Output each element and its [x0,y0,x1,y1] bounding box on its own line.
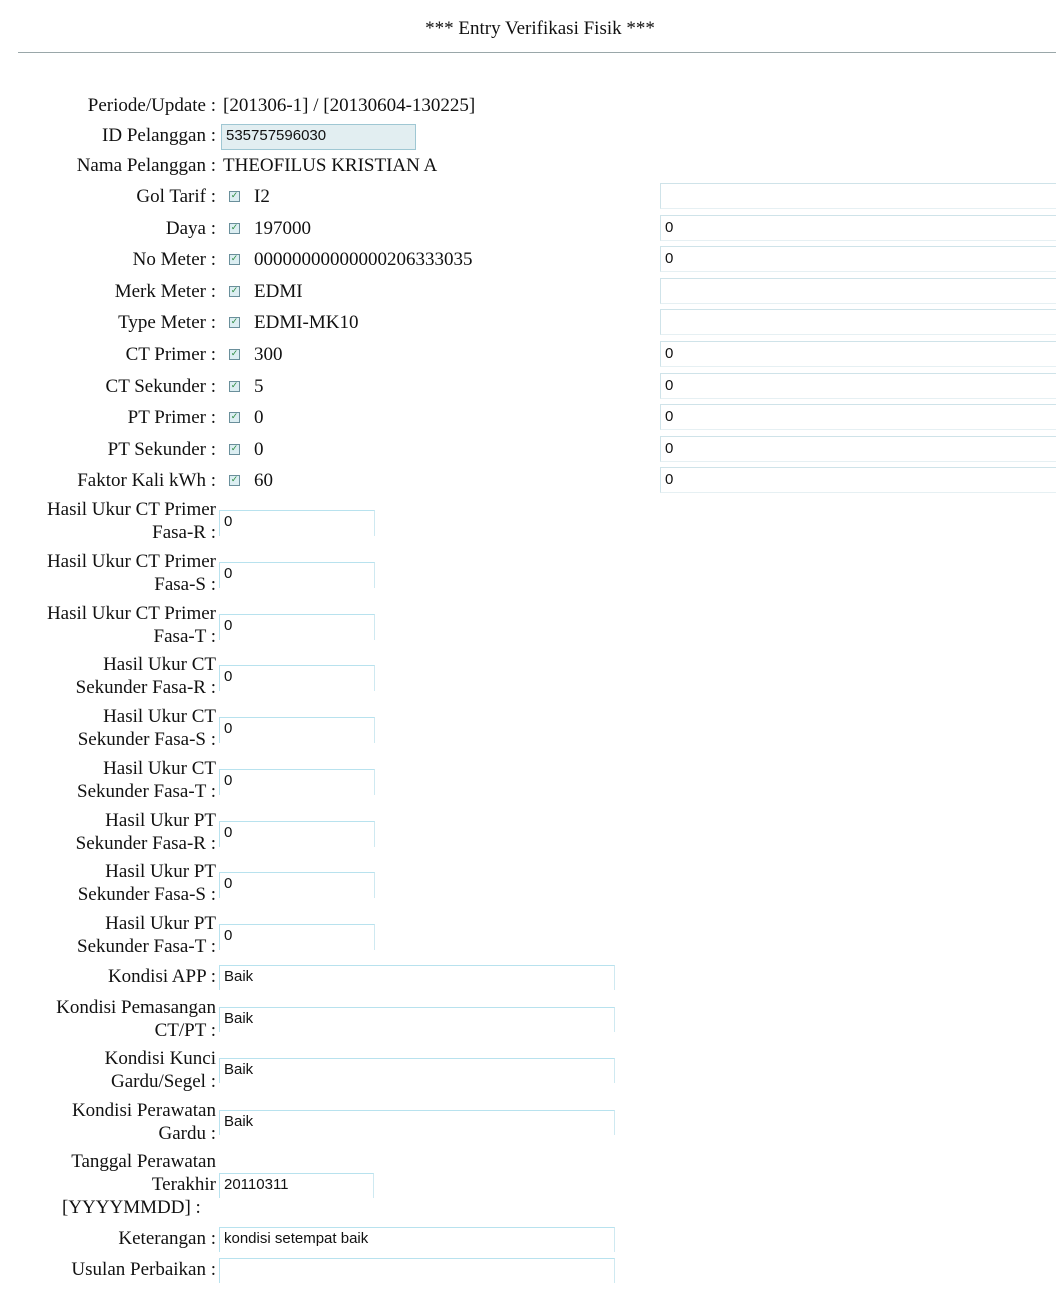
checkbox[interactable]: ✓ [230,444,239,454]
measure-label-line1: Hasil Ukur CT [103,654,216,675]
keterangan-label: Keterangan : [118,1228,216,1249]
measure-label-line1: Hasil Ukur PT [105,913,216,934]
kondisi-kunci-label-2: Gardu/Segel : [110,1071,216,1092]
checked-row-value: 197000 [254,218,311,239]
checked-row-value: 60 [254,470,273,491]
checked-row-label: Faktor Kali kWh : [77,470,216,491]
checked-row-value: EDMI-MK10 [254,312,359,333]
checked-row-label: PT Sekunder : [107,439,216,460]
measure-label-line1: Hasil Ukur CT [103,758,216,779]
measure-label-line2: Sekunder Fasa-S : [77,729,216,750]
id-pelanggan-label: ID Pelanggan : [102,125,216,146]
measure-field[interactable]: 0 [219,872,375,898]
checked-row-value: I2 [254,186,270,207]
checked-row-label: PT Primer : [127,407,216,428]
measure-label-line2: Sekunder Fasa-T : [77,936,216,957]
checkbox[interactable]: ✓ [230,412,239,422]
periode-label: Periode/Update : [87,95,216,116]
right-value-field[interactable]: 0 [660,404,1056,430]
checked-row-value: 0 [254,439,264,460]
measure-label-line2: Fasa-R : [152,522,216,543]
checked-row-label: Gol Tarif : [136,186,216,207]
measure-label-line1: Hasil Ukur CT Primer [46,551,216,572]
measure-label-line2: Sekunder Fasa-R : [75,677,216,698]
id-pelanggan-field[interactable]: 535757596030 [221,124,416,150]
right-value-field[interactable]: 0 [660,215,1056,241]
checkbox[interactable]: ✓ [230,286,239,296]
kondisi-pemasangan-label-2: CT/PT : [154,1020,216,1041]
measure-field[interactable]: 0 [219,562,375,588]
measure-label-line1: Hasil Ukur CT Primer [46,603,216,624]
usulan-perbaikan-field[interactable] [219,1258,615,1283]
measure-field[interactable]: 0 [219,924,375,950]
checked-row-label: CT Primer : [125,344,216,365]
checkbox[interactable]: ✓ [230,381,239,391]
measure-label-line1: Hasil Ukur CT [103,706,216,727]
measure-label-line1: Hasil Ukur CT Primer [46,499,216,520]
checkbox[interactable]: ✓ [230,475,239,485]
checked-row-value: 00000000000000206333035 [254,249,473,270]
measure-field[interactable]: 0 [219,614,375,640]
checked-row-value: EDMI [254,281,303,302]
periode-value: [201306-1] / [20130604-130225] [223,95,476,116]
right-value-field[interactable]: 0 [660,246,1056,272]
nama-pelanggan-label: Nama Pelanggan : [76,155,216,176]
checked-row-label: Type Meter : [118,312,216,333]
checkbox[interactable]: ✓ [230,223,239,233]
kondisi-app-label: Kondisi APP : [107,966,216,987]
checked-row-label: Daya : [165,218,216,239]
tanggal-perawatan-field[interactable]: 20110311 [219,1173,374,1198]
measure-label-line2: Sekunder Fasa-T : [77,781,216,802]
kondisi-perawatan-label-2: Gardu : [158,1123,216,1144]
nama-pelanggan-value: THEOFILUS KRISTIAN A [223,155,438,176]
kondisi-pemasangan-field[interactable]: Baik [219,1007,615,1032]
tanggal-perawatan-label-2: Terakhir [151,1174,216,1195]
measure-label-line1: Hasil Ukur PT [105,810,216,831]
kondisi-kunci-field[interactable]: Baik [219,1058,615,1083]
right-value-field[interactable] [660,309,1056,335]
tanggal-perawatan-label-3: [YYYYMMDD] : [62,1197,201,1218]
measure-label-line1: Hasil Ukur PT [105,861,216,882]
kondisi-pemasangan-label-1: Kondisi Pemasangan [56,997,216,1018]
right-value-field[interactable]: 0 [660,373,1056,399]
checkbox[interactable]: ✓ [230,254,239,264]
checked-row-value: 5 [254,376,264,397]
kondisi-kunci-label-1: Kondisi Kunci [104,1048,216,1069]
title-divider [18,52,1056,53]
checked-row-label: Merk Meter : [114,281,216,302]
kondisi-perawatan-field[interactable]: Baik [219,1110,615,1135]
measure-label-line2: Fasa-T : [153,626,216,647]
checkbox[interactable]: ✓ [230,317,239,327]
page-title: *** Entry Verifikasi Fisik *** [425,18,655,39]
checked-row-value: 300 [254,344,283,365]
measure-label-line2: Fasa-S : [154,574,216,595]
usulan-perbaikan-label: Usulan Perbaikan : [71,1259,216,1280]
measure-field[interactable]: 0 [219,510,375,536]
right-value-field[interactable]: 0 [660,436,1056,462]
tanggal-perawatan-label-1: Tanggal Perawatan [71,1151,216,1172]
measure-label-line2: Sekunder Fasa-S : [77,884,216,905]
keterangan-field[interactable]: kondisi setempat baik [219,1227,615,1252]
checked-row-label: CT Sekunder : [105,376,216,397]
checkbox[interactable]: ✓ [230,191,239,201]
right-value-field[interactable] [660,278,1056,304]
checked-row-label: No Meter : [132,249,216,270]
kondisi-app-field[interactable]: Baik [219,965,615,990]
right-value-field[interactable]: 0 [660,467,1056,493]
checkbox[interactable]: ✓ [230,349,239,359]
measure-field[interactable]: 0 [219,717,375,743]
right-value-field[interactable] [660,183,1056,209]
checked-row-value: 0 [254,407,264,428]
right-value-field[interactable]: 0 [660,341,1056,367]
measure-field[interactable]: 0 [219,665,375,691]
measure-field[interactable]: 0 [219,821,375,847]
measure-label-line2: Sekunder Fasa-R : [75,833,216,854]
measure-field[interactable]: 0 [219,769,375,795]
kondisi-perawatan-label-1: Kondisi Perawatan [71,1100,216,1121]
